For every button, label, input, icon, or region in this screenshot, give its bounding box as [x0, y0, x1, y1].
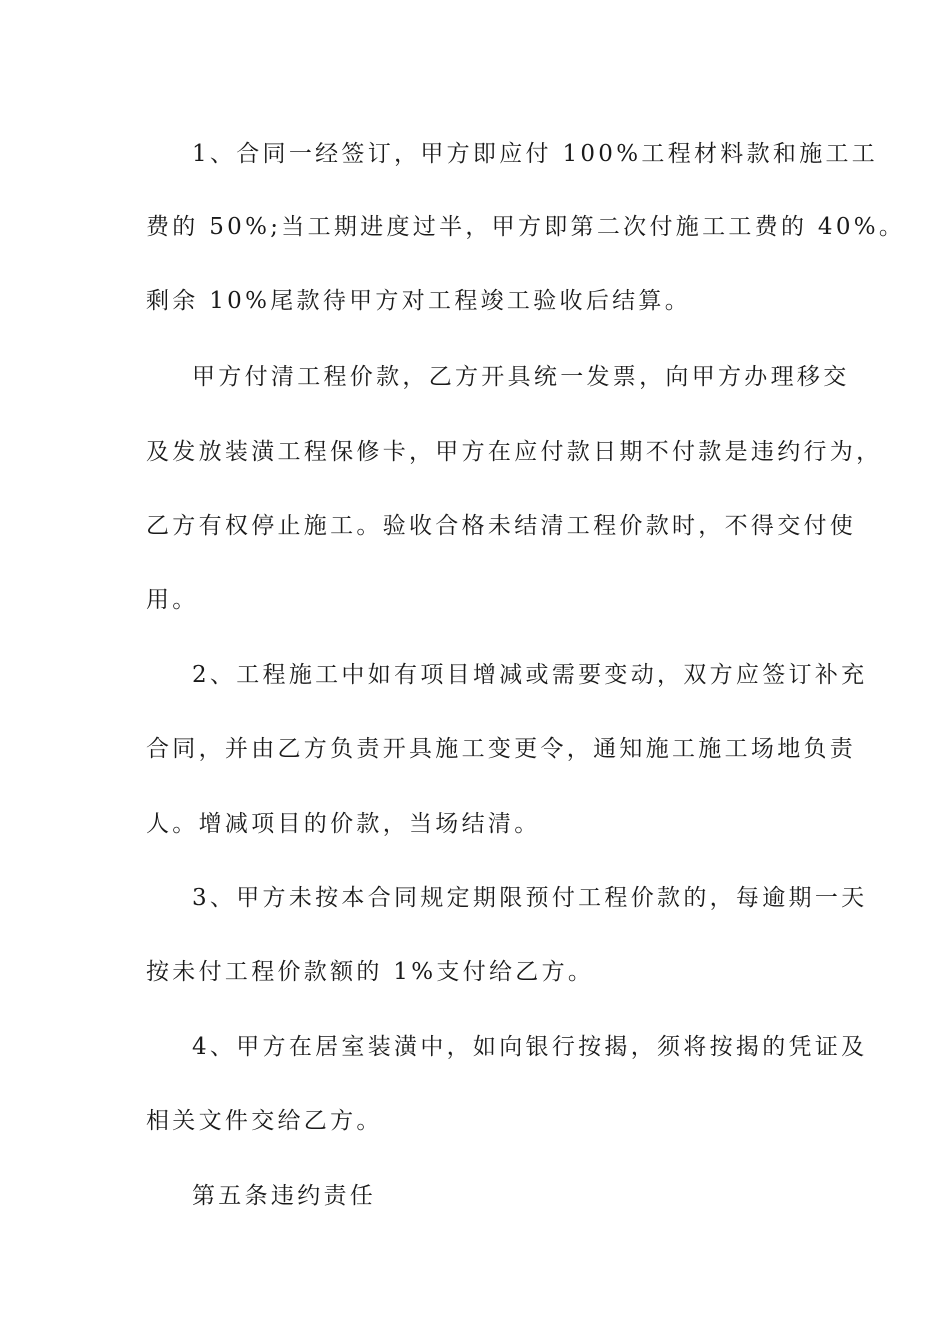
- text-line: 2、工程施工中如有项目增减或需要变动，双方应签订补充: [192, 662, 868, 688]
- section-heading: 第五条违约责任: [192, 1183, 377, 1209]
- text-line: 及发放装潢工程保修卡，甲方在应付款日期不付款是违约行为，: [146, 439, 883, 465]
- text-line: 按未付工程价款额的 1%支付给乙方。: [146, 959, 595, 985]
- text-line: 费的 50%;当工期进度过半，甲方即第二次付施工工费的 40%。: [146, 214, 906, 240]
- text-line: 1、合同一经签订，甲方即应付 100%工程材料款和施工工: [192, 141, 879, 167]
- text-line: 相关文件交给乙方。: [146, 1108, 383, 1134]
- text-line: 人。增减项目的价款，当场结清。: [146, 811, 541, 837]
- text-line: 剩余 10%尾款待甲方对工程竣工验收后结算。: [146, 288, 692, 314]
- text-line: 乙方有权停止施工。验收合格未结清工程价款时，不得交付使: [146, 513, 857, 539]
- text-line: 3、甲方未按本合同规定期限预付工程价款的，每逾期一天: [192, 885, 868, 911]
- text-line: 甲方付清工程价款，乙方开具统一发票，向甲方办理移交: [192, 364, 850, 390]
- text-line: 4、甲方在居室装潢中，如向银行按揭，须将按揭的凭证及: [192, 1034, 868, 1060]
- text-line: 合同，并由乙方负责开具施工变更令，通知施工施工场地负责: [146, 736, 857, 762]
- text-line: 用。: [146, 587, 199, 613]
